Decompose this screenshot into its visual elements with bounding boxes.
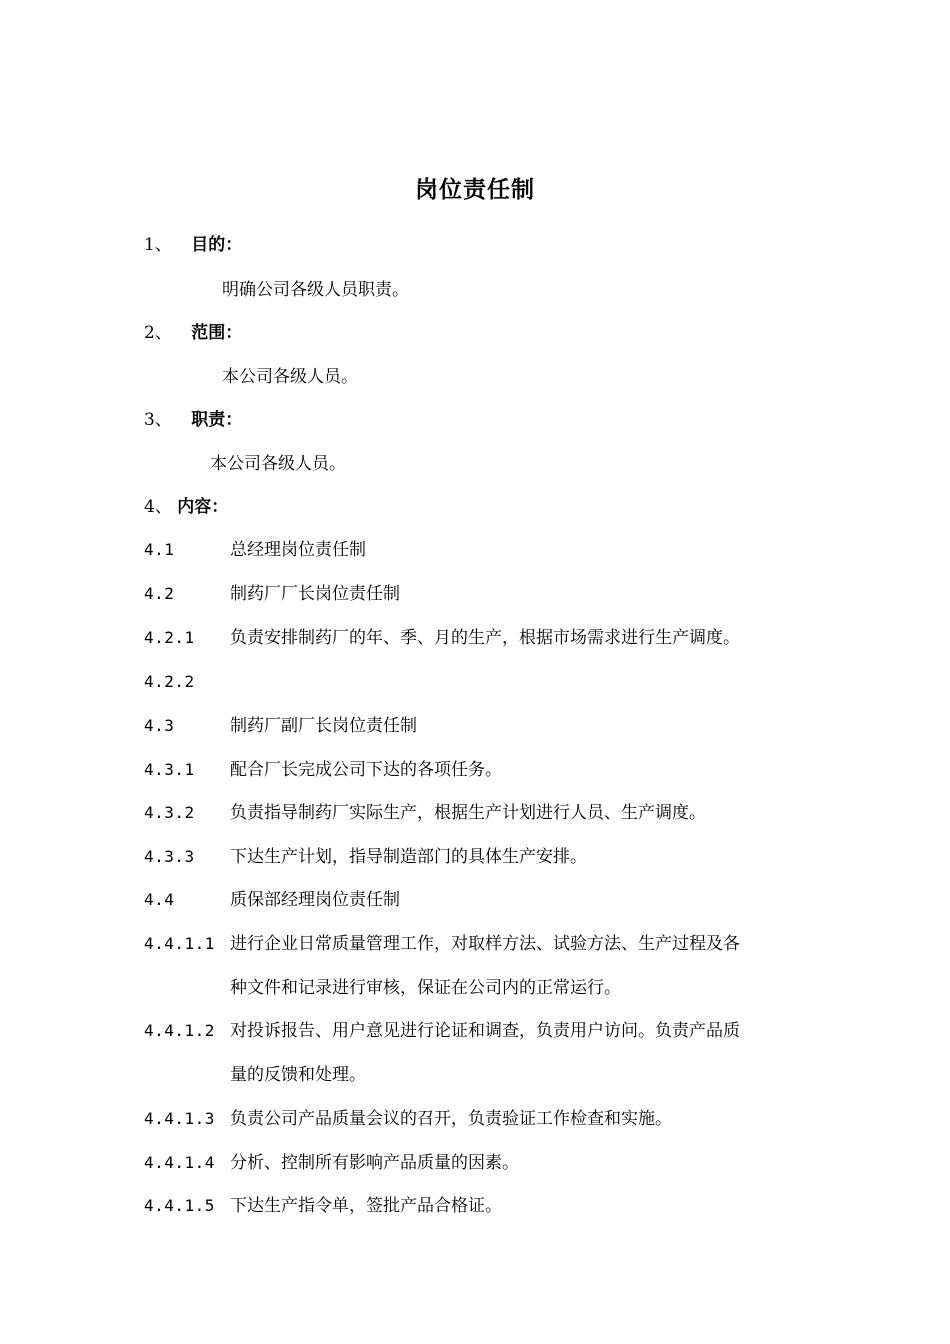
item-text: 分析、控制所有影响产品质量的因素。 bbox=[230, 1153, 519, 1173]
section-body-purpose: 明确公司各级人员职责。 bbox=[222, 280, 409, 300]
item-number: 4.4 bbox=[144, 890, 175, 909]
section-heading-scope bbox=[144, 320, 242, 346]
document-title: 岗位责任制 bbox=[415, 177, 535, 203]
item-text: 负责指导制药厂实际生产，根据生产计划进行人员、生产调度。 bbox=[230, 803, 706, 823]
item-number: 4.2.1 bbox=[144, 628, 195, 647]
item-text: 对投诉报告、用户意见进行论证和调查，负责用户访问。负责产品质 bbox=[230, 1021, 740, 1041]
item-text: 质保部经理岗位责任制 bbox=[230, 890, 400, 910]
section-number: 1、 bbox=[144, 235, 172, 255]
section-heading-duties bbox=[144, 407, 242, 433]
item-number: 4.3.1 bbox=[144, 760, 195, 779]
section-label: 内容： bbox=[177, 497, 229, 517]
section-label: 范围： bbox=[191, 323, 243, 343]
item-text-continued: 量的反馈和处理。 bbox=[230, 1065, 366, 1085]
section-number: 3、 bbox=[144, 410, 172, 430]
item-text: 制药厂厂长岗位责任制 bbox=[230, 584, 400, 604]
item-number: 4.4.1.5 bbox=[144, 1196, 215, 1215]
section-heading-content bbox=[144, 494, 228, 520]
item-number: 4.4.1.3 bbox=[144, 1109, 215, 1128]
item-number: 4.2 bbox=[144, 584, 175, 603]
item-text: 负责公司产品质量会议的召开，负责验证工作检查和实施。 bbox=[230, 1109, 672, 1129]
item-text: 配合厂长完成公司下达的各项任务。 bbox=[230, 760, 502, 780]
item-number: 4.4.1.2 bbox=[144, 1021, 215, 1040]
item-number: 4.3 bbox=[144, 716, 175, 735]
item-number: 4.4.1.1 bbox=[144, 934, 215, 953]
item-number: 4.1 bbox=[144, 540, 175, 559]
section-label: 目的： bbox=[191, 235, 243, 255]
section-body-duties: 本公司各级人员。 bbox=[210, 454, 346, 474]
section-body-scope: 本公司各级人员。 bbox=[222, 367, 358, 387]
item-text-continued: 种文件和记录进行审核，保证在公司内的正常运行。 bbox=[230, 978, 621, 998]
item-text: 进行企业日常质量管理工作，对取样方法、试验方法、生产过程及各 bbox=[230, 934, 740, 954]
item-text: 制药厂副厂长岗位责任制 bbox=[230, 716, 417, 736]
item-number: 4.3.3 bbox=[144, 847, 195, 866]
section-heading-purpose bbox=[144, 232, 242, 258]
section-number: 2、 bbox=[144, 323, 172, 343]
item-number: 4.3.2 bbox=[144, 803, 195, 822]
section-number: 4、 bbox=[144, 497, 172, 517]
item-number: 4.2.2 bbox=[144, 672, 195, 691]
item-text: 总经理岗位责任制 bbox=[230, 540, 366, 560]
item-text: 下达生产计划，指导制造部门的具体生产安排。 bbox=[230, 847, 587, 867]
item-text: 下达生产指令单，签批产品合格证。 bbox=[230, 1196, 502, 1216]
section-label: 职责： bbox=[191, 410, 243, 430]
item-text: 负责安排制药厂的年、季、月的生产，根据市场需求进行生产调度。 bbox=[230, 628, 740, 648]
item-number: 4.4.1.4 bbox=[144, 1153, 215, 1172]
